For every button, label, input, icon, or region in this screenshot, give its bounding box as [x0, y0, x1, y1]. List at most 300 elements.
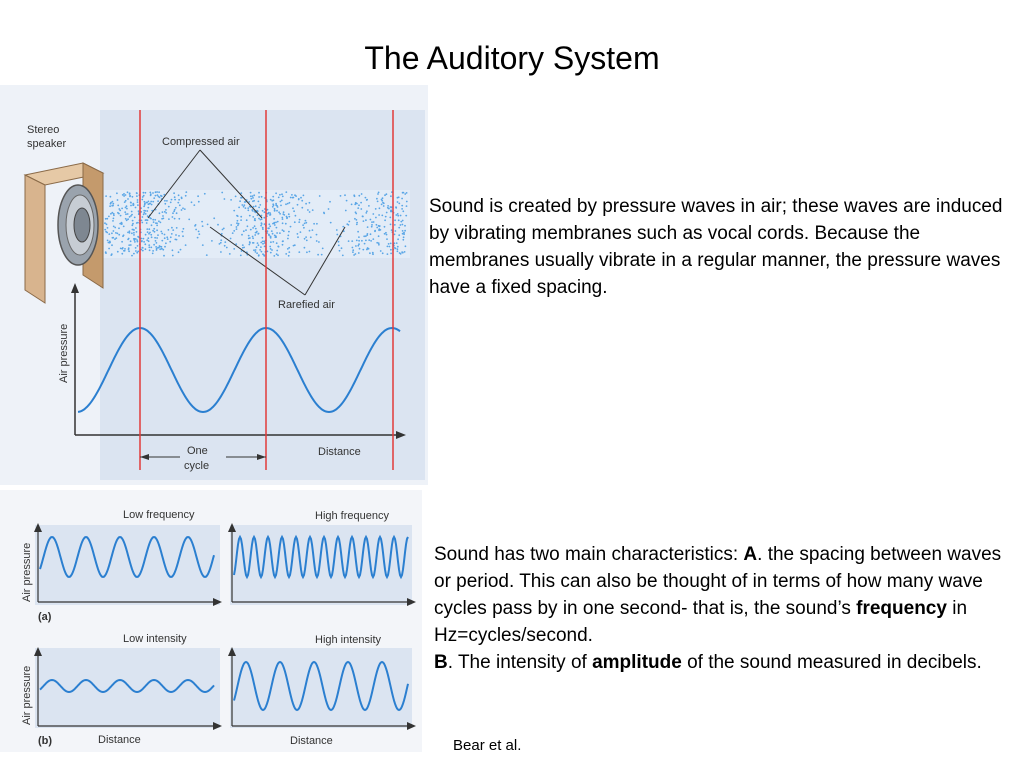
panel-high-intensity — [230, 648, 412, 728]
air-particle — [147, 207, 149, 209]
air-particle — [372, 253, 374, 255]
air-particle — [270, 248, 272, 250]
air-particle — [159, 196, 161, 198]
air-particle — [405, 215, 407, 217]
air-particle — [182, 235, 184, 237]
air-particle — [288, 255, 290, 257]
air-particle — [253, 194, 255, 196]
air-particle — [176, 227, 178, 229]
air-particle — [289, 202, 291, 204]
air-particle — [185, 244, 187, 246]
air-particle — [211, 240, 213, 242]
air-particle — [368, 205, 370, 207]
slide-title: The Auditory System — [364, 40, 660, 76]
air-particle — [156, 242, 158, 244]
air-particle — [365, 212, 367, 214]
air-particle — [397, 213, 399, 215]
air-particle — [157, 194, 159, 196]
air-particle — [143, 241, 145, 243]
air-particle — [376, 242, 378, 244]
air-particle — [280, 205, 282, 207]
air-particle — [356, 224, 358, 226]
air-particle — [128, 238, 130, 240]
air-particle — [173, 192, 175, 194]
air-particle — [128, 249, 130, 251]
text2-bold-b: B — [434, 652, 448, 673]
air-particle — [271, 249, 273, 251]
air-particle — [277, 221, 279, 223]
speaker-label-1: Stereo — [27, 124, 60, 136]
air-particle — [111, 253, 113, 255]
air-particle — [241, 204, 243, 206]
air-particle — [276, 232, 278, 234]
air-particle — [249, 241, 251, 243]
air-particle — [378, 225, 380, 227]
air-particle — [395, 214, 397, 216]
air-particle — [283, 214, 285, 216]
sound-wave-diagram — [0, 85, 428, 485]
air-particle — [159, 212, 161, 214]
air-particle — [198, 233, 200, 235]
air-particle — [267, 251, 269, 253]
air-particle — [121, 241, 123, 243]
air-particle — [166, 236, 168, 238]
air-particle — [127, 191, 129, 193]
air-particle — [351, 240, 353, 242]
air-particle — [262, 241, 264, 243]
air-particle — [401, 198, 403, 200]
air-particle — [273, 218, 275, 220]
air-particle — [253, 206, 255, 208]
air-particle — [390, 249, 392, 251]
air-particle — [282, 196, 284, 198]
air-particle — [226, 247, 228, 249]
air-particle — [394, 224, 396, 226]
air-particle — [388, 243, 390, 245]
air-particle — [247, 225, 249, 227]
air-particle — [404, 225, 406, 227]
air-particle — [316, 223, 318, 225]
air-particle — [404, 230, 406, 232]
air-particle — [285, 203, 287, 205]
air-particle — [150, 195, 152, 197]
air-particle — [395, 207, 397, 209]
air-particle — [153, 197, 155, 199]
air-particle — [298, 251, 300, 253]
air-particle — [299, 219, 301, 221]
air-particle — [148, 203, 150, 205]
air-particle — [398, 203, 400, 205]
air-particle — [202, 244, 204, 246]
air-particle — [354, 204, 356, 206]
air-particle — [262, 228, 264, 230]
air-particle — [312, 229, 314, 231]
air-particle — [174, 196, 176, 198]
air-particle — [272, 203, 274, 205]
air-particle — [240, 192, 242, 194]
air-particle — [207, 224, 209, 226]
air-particle — [217, 224, 219, 226]
air-particle — [233, 230, 235, 232]
air-particle — [136, 222, 138, 224]
air-particle — [367, 226, 369, 228]
air-particle — [249, 237, 251, 239]
air-particle — [365, 197, 367, 199]
air-particle — [286, 217, 288, 219]
air-particle — [124, 201, 126, 203]
air-particle — [170, 202, 172, 204]
air-particle — [400, 215, 402, 217]
air-particle — [167, 238, 169, 240]
air-particle — [357, 207, 359, 209]
air-particle — [258, 192, 260, 194]
air-particle — [141, 220, 143, 222]
air-particle — [174, 209, 176, 211]
air-particle — [162, 215, 164, 217]
air-particle — [255, 228, 257, 230]
air-particle — [143, 214, 145, 216]
air-particle — [358, 252, 360, 254]
air-particle — [174, 239, 176, 241]
air-particle — [319, 195, 321, 197]
air-particle — [155, 240, 157, 242]
air-particle — [220, 251, 222, 253]
air-particle — [185, 191, 187, 193]
air-particle — [307, 209, 309, 211]
air-particle — [155, 191, 157, 193]
air-particle — [297, 204, 299, 206]
air-particle — [137, 199, 139, 201]
air-particle — [259, 204, 261, 206]
air-particle — [113, 218, 115, 220]
air-particle — [171, 227, 173, 229]
air-particle — [301, 200, 303, 202]
air-particle — [269, 214, 271, 216]
air-particle — [378, 235, 380, 237]
air-particle — [328, 208, 330, 210]
air-particle — [254, 220, 256, 222]
air-particle — [257, 233, 259, 235]
air-particle — [272, 196, 274, 198]
wave-characteristics-diagram — [0, 490, 422, 752]
air-particle — [152, 192, 154, 194]
air-particle — [153, 228, 155, 230]
air-particle — [317, 254, 319, 256]
air-particle — [129, 230, 131, 232]
air-particle — [110, 213, 112, 215]
air-particle — [135, 238, 137, 240]
air-particle — [106, 223, 108, 225]
air-particle — [285, 253, 287, 255]
air-particle — [242, 244, 244, 246]
air-particle — [345, 210, 347, 212]
air-particle — [267, 209, 269, 211]
air-particle — [108, 216, 110, 218]
air-particle — [354, 195, 356, 197]
air-particle — [126, 219, 128, 221]
air-particle — [141, 238, 143, 240]
air-particle — [364, 243, 366, 245]
air-particle — [151, 204, 153, 206]
air-particle — [147, 237, 149, 239]
air-particle — [281, 200, 283, 202]
air-particle — [376, 198, 378, 200]
rarefied-air-label: Rarefied air — [278, 299, 335, 311]
air-particle — [178, 218, 180, 220]
air-particle — [268, 234, 270, 236]
air-particle — [107, 227, 109, 229]
air-particle — [136, 192, 138, 194]
air-particle — [375, 217, 377, 219]
air-particle — [155, 246, 157, 248]
air-particle — [152, 219, 154, 221]
air-particle — [183, 228, 185, 230]
air-particle — [261, 222, 263, 224]
air-particle — [355, 211, 357, 213]
air-particle — [365, 235, 367, 237]
air-particle — [262, 237, 264, 239]
air-particle — [166, 200, 168, 202]
air-particle — [384, 194, 386, 196]
air-particle — [241, 234, 243, 236]
air-particle — [303, 195, 305, 197]
air-particle — [143, 192, 145, 194]
air-particle — [263, 255, 265, 257]
air-particle — [261, 251, 263, 253]
air-particle — [383, 202, 385, 204]
air-particle — [104, 229, 106, 231]
air-particle — [368, 239, 370, 241]
air-particle — [247, 207, 249, 209]
air-particle — [142, 250, 144, 252]
air-particle — [398, 234, 400, 236]
air-particle — [133, 229, 135, 231]
air-particle — [165, 242, 167, 244]
air-particle — [123, 226, 125, 228]
air-particle — [221, 192, 223, 194]
air-particle — [252, 216, 254, 218]
air-particle — [406, 192, 408, 194]
air-particle — [395, 230, 397, 232]
air-particle — [275, 192, 277, 194]
air-particle — [135, 207, 137, 209]
air-particle — [220, 239, 222, 241]
air-particle — [387, 253, 389, 255]
air-particle — [143, 238, 145, 240]
air-particle — [336, 229, 338, 231]
air-particle — [352, 249, 354, 251]
air-particle — [134, 239, 136, 241]
air-particle — [250, 195, 252, 197]
air-particle — [144, 201, 146, 203]
air-particle — [293, 210, 295, 212]
air-particle — [252, 237, 254, 239]
air-particle — [150, 201, 152, 203]
air-particle — [243, 206, 245, 208]
air-particle — [377, 201, 379, 203]
air-particle — [201, 221, 203, 223]
air-particle — [130, 202, 132, 204]
air-particle — [113, 214, 115, 216]
air-particle — [378, 192, 380, 194]
air-particle — [175, 207, 177, 209]
one-cycle-label-1: One — [187, 445, 208, 457]
air-particle — [250, 198, 252, 200]
air-particle — [400, 224, 402, 226]
air-particle — [135, 247, 137, 249]
air-particle — [382, 252, 384, 254]
sound-characteristics-text — [434, 541, 1009, 676]
air-particle — [273, 199, 275, 201]
air-particle — [172, 255, 174, 257]
air-particle — [180, 249, 182, 251]
air-particle — [402, 210, 404, 212]
air-particle — [151, 236, 153, 238]
text2-bold-frequency: frequency — [856, 598, 947, 619]
air-particle — [397, 238, 399, 240]
air-particle — [269, 225, 271, 227]
air-particle — [363, 220, 365, 222]
air-particle — [109, 241, 111, 243]
air-particle — [316, 234, 318, 236]
air-particle — [194, 225, 196, 227]
air-particle — [252, 236, 254, 238]
air-particle — [358, 240, 360, 242]
air-particle — [400, 253, 402, 255]
air-particle — [178, 251, 180, 253]
air-particle — [312, 209, 314, 211]
air-particle — [130, 240, 132, 242]
air-particle — [394, 219, 396, 221]
air-particle — [198, 231, 200, 233]
air-particle — [111, 212, 113, 214]
air-particle — [368, 248, 370, 250]
air-particle — [361, 240, 363, 242]
air-particle — [402, 192, 404, 194]
air-particle — [143, 212, 145, 214]
air-particle — [285, 223, 287, 225]
air-particle — [160, 222, 162, 224]
air-particle — [276, 227, 278, 229]
air-particle — [309, 202, 311, 204]
air-particle — [176, 212, 178, 214]
air-particle — [177, 202, 179, 204]
air-particle — [124, 211, 126, 213]
air-particle — [114, 238, 116, 240]
air-particle — [149, 192, 151, 194]
air-particle — [248, 235, 250, 237]
air-particle — [278, 197, 280, 199]
air-particle — [148, 233, 150, 235]
air-particle — [385, 216, 387, 218]
air-particle — [369, 252, 371, 254]
air-particle — [127, 218, 129, 220]
air-particle — [248, 244, 250, 246]
air-particle — [127, 198, 129, 200]
air-particle — [162, 249, 164, 251]
air-particle — [206, 254, 208, 256]
air-particle — [283, 230, 285, 232]
air-particle — [397, 201, 399, 203]
air-particle — [287, 238, 289, 240]
air-particle — [354, 218, 356, 220]
air-particle — [276, 250, 278, 252]
air-particle — [394, 234, 396, 236]
air-particle — [375, 208, 377, 210]
air-particle — [384, 226, 386, 228]
air-particle — [305, 203, 307, 205]
air-particle — [131, 224, 133, 226]
air-particle — [282, 229, 284, 231]
air-particle — [390, 210, 392, 212]
air-particle — [359, 248, 361, 250]
air-particle — [291, 194, 293, 196]
air-particle — [300, 197, 302, 199]
air-particle — [269, 246, 271, 248]
air-particle — [300, 231, 302, 233]
air-particle — [290, 226, 292, 228]
air-particle — [224, 241, 226, 243]
air-particle — [117, 205, 119, 207]
air-particle — [164, 234, 166, 236]
air-particle — [370, 219, 372, 221]
air-particle — [145, 192, 147, 194]
air-particle — [338, 241, 340, 243]
air-particle — [402, 230, 404, 232]
air-particle — [286, 216, 288, 218]
air-particle — [133, 253, 135, 255]
air-particle — [260, 225, 262, 227]
air-particle — [156, 229, 158, 231]
air-particle — [304, 238, 306, 240]
air-particle — [240, 255, 242, 257]
sound-description-text: Sound is created by pressure waves in air; these waves are induced by vibrating membranes such as vocal cords. Because the membranes usually vibrate in a regular manner, the pressure waves have a fixed spacing. — [429, 196, 1003, 298]
high-intensity-title: High intensity — [315, 634, 382, 646]
air-particle — [360, 202, 362, 204]
air-particle — [236, 222, 238, 224]
air-particle — [389, 217, 391, 219]
air-particle — [175, 234, 177, 236]
air-particle — [255, 232, 257, 234]
air-particle — [356, 222, 358, 224]
air-particle — [152, 250, 154, 252]
air-particle — [127, 213, 129, 215]
air-particle — [137, 241, 139, 243]
air-particle — [162, 211, 164, 213]
air-particle — [384, 219, 386, 221]
air-particle — [134, 217, 136, 219]
air-particle — [165, 212, 167, 214]
air-particle — [306, 251, 308, 253]
air-particle — [123, 250, 125, 252]
air-particle — [406, 205, 408, 207]
air-particle — [259, 249, 261, 251]
air-particle — [143, 206, 145, 208]
air-particle — [150, 218, 152, 220]
air-particle — [129, 216, 131, 218]
air-particle — [198, 201, 200, 203]
air-particle — [235, 196, 237, 198]
diagram-panel — [100, 110, 425, 480]
air-particle — [112, 203, 114, 205]
air-particle — [148, 228, 150, 230]
air-particle — [159, 248, 161, 250]
air-particle — [164, 203, 166, 205]
air-particle — [130, 205, 132, 207]
air-particle — [163, 255, 165, 257]
air-particle — [182, 231, 184, 233]
air-particle — [243, 204, 245, 206]
